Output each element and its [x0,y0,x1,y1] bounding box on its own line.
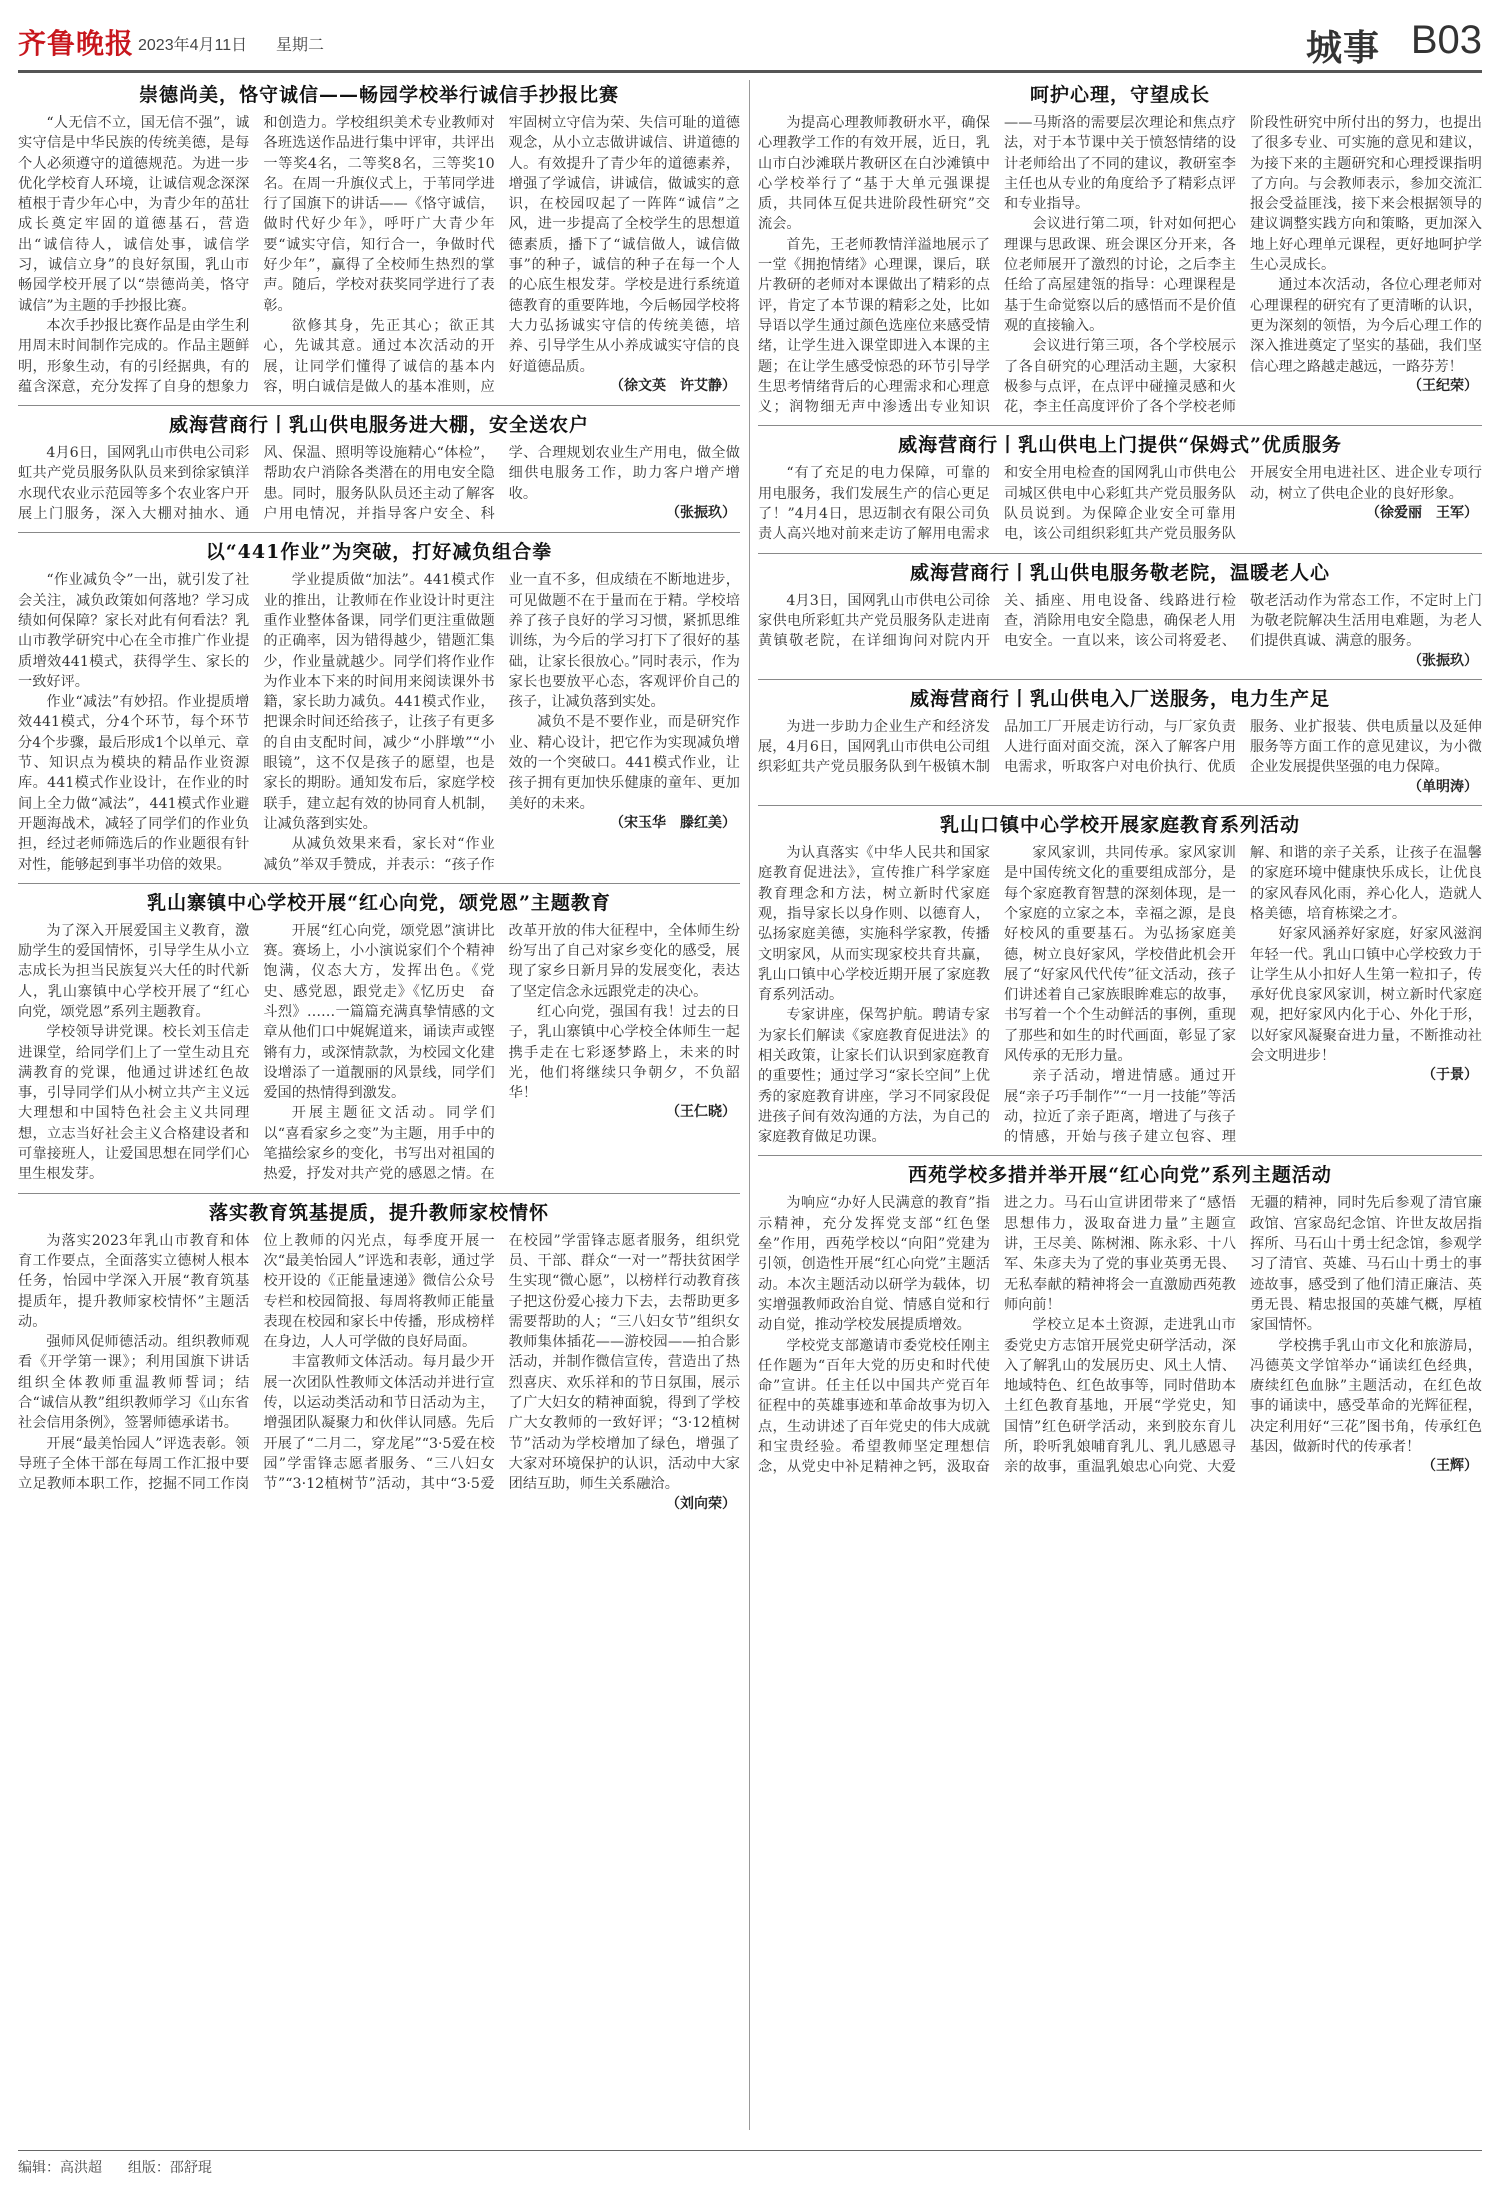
issue-date: 2023年4月11日 [138,37,248,54]
article-separator [758,679,1482,680]
article-headline: 以“441作业”为突破，打好减负组合拳 [205,541,553,564]
article-byline: （单明涛） [1408,778,1478,795]
article-body [18,921,740,1185]
article [758,1155,1482,1477]
article-separator [18,883,740,884]
article [18,883,740,1185]
article [758,679,1482,797]
article-paragraph: 减负不是不要作业，而是研究作业、精心设计，把它作为实现减负增效的一个突破口。441模式作业，让孩子拥有更加快乐健康的童年、更加美好的未来。 [508,714,740,812]
article-body [18,1231,740,1514]
article-byline: （徐文英 许艾静） [609,377,736,394]
article-headline: 乳山口镇中心学校开展家庭教育系列活动 [939,814,1300,837]
article-paragraph: 家风家训，共同传承。家风家训是中国传统文化的重要组成部分，是每个家庭教育智慧的深刻体现，是一个家庭的立家之本，幸福之源，是良好校风的重要基石。为弘扬家庭美德，树立良好家风，学校借此机会开展了“好家风代代传”征文活动，孩子们讲述着自己家族眼眸难忘的故事，书写着一个个生动鲜活的事例，重现了那些和如生的时代画面，彰显了家风传承的无形力量。 [1004,845,1236,1064]
issue-weekday: 星期二 [276,37,325,54]
article-paragraph: 学校立足本土资源，走进乳山市委党史方志馆开展党史研学活动，深入了解乳山的发展历史、风土人情、地域特色、红色故事等，同时借助本土红色教育基地，开展“学党史，知国情”红色研学活动，来到胶东育儿所，聆听乳娘哺育乳儿、乳儿感恩寻亲的故事，重温乳娘忠心向党、大爱无疆的精神，同时先后参观了清官廉政馆、宫家岛纪念馆、许世友故居指挥所、马石山十勇士纪念馆，参观学习了清官、英雄、马石山十勇士的事迹故事，感受到了他们清正廉洁、英勇无畏、精忠报国的英雄气概，厚植家国情怀。 [1004,1195,1482,1476]
newspaper-logo: 齐鲁晚报 [18,27,135,60]
article [18,1193,740,1514]
article [18,405,740,524]
article-headline: 乳山寨镇中心学校开展“红心向党，颂党恩”主题教育 [147,891,611,914]
article-paragraph: 4月6日，国网乳山市供电公司彩虹共产党员服务队队员来到徐家镇洋水现代农业示范园等多个农业客户开展上门服务，深入大棚对抽水、通风、保温、照明等设施精心“体检”，帮助农户消除各类潜在的用电安全隐患。同时，服务队队员还主动了解客户用电情况，并指导客户安全、科学、合理规划农业生产用电，做全做细供电服务工作，助力客户增产增收。 [18,445,740,523]
article-paragraph: 学业提质做“加法”。441模式作业的推出，让教师在作业设计时更注重作业整体备课，同学们更注重做题的正确率，因为错得越少，错题汇集少，作业量就越少。同学们将作业作为作业本下来的时间用来阅读课外书籍，家长助力减负。441模式作业，把课余时间还给孩子，让孩子有更多的自由支配时间，减少“小胖墩”“小眼镜”，这不仅是孩子的愿望，也是家长的期盼。通知发布后，家庭学校联手，建立起有效的协同育人机制，让减负落到实处。 [263,572,495,832]
article-paragraph: “人无信不立，国无信不强”，诚实守信是中华民族的传统美德，是每个人必须遵守的道德规范。为进一步优化学校育人环境，让诚信观念深深植根于青少年心中，为青少年的茁壮成长奠定牢固的道德基石，营造出“诚信待人，诚信处事，诚信学习，诚信立身”的良好氛围，乳山市畅园学校开展了以“崇德尚美，恪守诚信”为主题的手抄报比赛。 [18,115,250,314]
article [18,532,740,874]
article-separator [758,1155,1482,1156]
article-separator [758,425,1482,426]
article [758,805,1482,1147]
article-paragraph: 开展“红心向党，颂党恩”演讲比赛。赛场上，小小演说家们个个精神饱满，仪态大方，发挥出色。《党史、感党恩，跟党走》《忆历史 奋斗烈》……一篇篇充满真挚情感的文章从他们口中娓娓道来，诵读声或铿锵有力，或深情款款，为校园文化建设增添了一道靓丽的风景线，同学们爱国的热情得到激发。 [263,922,495,1102]
article-paragraph: 学校携手乳山市文化和旅游局，冯德英文学馆举办“诵读红色经典，赓续红色血脉”主题活动，在红色故事的诵读中，感受革命的光辉征程，决定利用好“三花”图书角，传承红色基因，做新时代的传承者！ [1250,1337,1482,1456]
article-headline: 崇德尚美，恪守诚信——畅园学校举行诚信手抄报比赛 [138,84,619,106]
article [758,553,1482,671]
page-number: B03 [1410,18,1482,62]
article-separator [18,405,740,406]
article-body [758,591,1482,671]
article-headline: 威海营商行丨乳山供电入厂送服务，电力生产足 [909,687,1330,710]
article-byline: （于景） [1422,1067,1478,1084]
article-paragraph: 好家风涵养好家庭，好家风滋润年轻一代。乳山口镇中心学校致力于让学生从小扣好人生第一粒扣子，传承好优良家风家训，树立新时代家庭观，把好家风内化于心、外化于形，以好家风凝聚奋进力量，不断推动社会文明进步！ [1250,926,1482,1064]
article-paragraph: 为认真落实《中华人民共和国家庭教育促进法》，宣传推广科学家庭教育理念和方法，树立新时代家庭观，指导家长以身作则、以德育人，弘扬家庭美德，实施科学家教，传播文明家风，从而实现家校共育共赢，乳山口镇中心学校近期开展了家庭教育系列活动。 [758,845,990,1004]
article-separator [758,805,1482,806]
article-byline: （王纪荣） [1408,377,1478,394]
article-paragraph: 从减负效果来看，家长对“作业减负”举双手赞成，并表示：“孩子作业一直不多，但成绩在不断地进步，可见做题不在于量而在于精。学校培养了孩子良好的学习习惯，紧抓思维训练，为今后的学习打下了很好的基础，让家长很放心。”同时表示，作为家长也要放平心态，客观评价自己的孩子，让减负落到实处。 [263,572,740,873]
article-paragraph: 作业“减法”有妙招。作业提质增效441模式，分4个环节，每个环节分4个步骤，最后形成1个以单元、章节、知识点为模块的精品作业资源库。441模式作业设计，在作业的时间上全力做“减法”，441模式作业避开题海战术，减轻了同学们的作业负担，经过老师筛选后的作业题很有针对性，能够起到事半功倍的效果。 [18,694,250,873]
article-body [758,463,1482,544]
article-paragraph: 4月3日，国网乳山市供电公司徐家供电所彩虹共产党员服务队走进南黄镇敬老院，在详细询问对院内开关、插座、用电设备、线路进行检查，消除用电安全隐患，确保老人用电安全。一直以来，该公司将爱老、敬老活动作为常态工作，不定时上门为敬老院解决生活用电难题，为老人们提供真诚、满意的服务。 [758,592,1482,650]
article [758,425,1482,544]
left-column [18,78,740,2138]
article-body [18,570,740,874]
article-headline: 威海营商行丨乳山供电服务敬老院，温暖老人心 [909,561,1330,584]
article-byline: （徐爱丽 王军） [1366,505,1478,522]
article-paragraph: 丰富教师文体活动。每月最少开展一次团队性教师文体活动并进行宣传，以运动类活动和节日活动为主，增强团队凝聚力和伙伴认同感。先后开展了“二月二，穿龙尾”“3·5爱在校园”学雷锋志愿者服务、“三八妇女节”“3·12植树节”活动，其中“3·5爱在校园”学雷锋志愿者服务，组织党员、干部、群众“一对一”帮扶贫困学生实现“微心愿”，以榜样行动教育孩子把这份爱心接力下去，去帮助更多需要帮助的人；“三八妇女节”组织女教师集体插花——游校园——拍合影活动，并制作微信宣传，营造出了热烈喜庆、欢乐祥和的节日氛围，展示了广大妇女的精神面貌，得到了学校广大女教师的一致好评；“3·12植树节”活动为学校增加了绿色，增强了大家对环境保护的认识，活动中大家团结互助，师生关系融洽。 [263,1232,740,1493]
article-paragraph: 红心向党，强国有我！过去的日子，乳山寨镇中心学校全体师生一起携手走在七彩逐梦路上，未来的时光，他们将继续只争朝夕，不负韶华！ [508,1003,740,1102]
article-body [758,843,1482,1147]
article [18,82,740,397]
article-paragraph: 开展“最美怡园人”评选表彰。领导班子全体干部在每周工作汇报中要立足教师本职工作，挖掘不同工作岗位上教师的闪光点，每季度开展一次“最美怡园人”评选和表彰，通过学校开设的《正能量速递》微信公众号专栏和校园简报、每周将教师正能量表现在校园和家长中传播，形成榜样在身边，人人可学做的良好局面。 [18,1232,495,1493]
article-body [758,1193,1482,1477]
article-paragraph: 亲子活动，增进情感。通过开展“亲子巧手制作”“一月一技能”等活动，拉近了亲子距离，增进了与孩子的情感，开始与孩子建立包容、理解、和谐的亲子关系，让孩子在温馨的家庭环境中健康快乐成长，让优良的家风春风化雨，养心化人，造就人格美德，培育栋梁之才。 [1004,845,1482,1146]
column-divider [749,80,750,2130]
article-paragraph: 强师风促师德活动。组织教师观看《开学第一课》；利用国旗下讲话组织全体教师重温教师誓词；结合“诚信从教”组织教师学习《山东省社会信用条例》，签署师德承诺书。 [18,1334,250,1432]
article-body [758,113,1482,417]
article-paragraph: 开展主题征文活动。同学们以“喜看家乡之变”为主题，用手中的笔描绘家乡的变化，书写出对祖国的热爱，抒发对共产党的感恩之情。在改革开放的伟大征程中，全体师生纷纷写出了自己对家乡变化的感受，展现了家乡日新月异的发展变化，表达了坚定信念永远跟党走的决心。 [263,922,740,1183]
right-column [758,78,1482,2138]
article-paragraph: 首先，王老师教情洋溢地展示了一堂《拥抱情绪》心理课，课后，联片教研的老师对本课做出了精彩的点评，肯定了本节课的精彩之处，比如导语以学生通过颜色选座位来感受情绪，让学生进入课堂即进入本课的主题；在让学生感受惊恐的环节引导学生思考情绪背后的心理需求和心理意义；润物细无声中渗透出专业知识——马斯洛的需要层次理论和焦点疗法，对于本节课中关于愤怒情绪的设计老师给出了不同的建议，教研室李主任也从专业的角度给予了精彩点评和专业指导。 [758,115,1236,416]
article-byline: （王辉） [1422,1458,1478,1475]
article-paragraph: 会议进行第二项，针对如何把心理课与思政课、班会课区分开来，各位老师展开了激烈的讨论，之后李主任给了高屋建瓴的指导：心理课程是基于生命觉察以后的感悟而不是价值观的直接输入。 [1004,216,1236,334]
article-byline: （张振玖） [1408,652,1478,669]
article-separator [758,553,1482,554]
designer-credit: 组版：邵舒琨 [127,2159,212,2175]
article-separator [18,1193,740,1194]
article-byline: （王仁晓） [665,1104,736,1121]
article-paragraph: 为进一步助力企业生产和经济发展，4月6日，国网乳山市供电公司组织彩虹共产党员服务队到午极镇木制品加工厂开展走访行动，与厂家负责人进行面对面交流，深入了解客户用电需求，听取客户对电价执行、优质服务、业扩报装、供电质量以及延伸服务等方面工作的意见建议，为小微企业发展提供坚强的电力保障。 [758,718,1482,776]
article-headline: 威海营商行丨乳山供电服务进大棚，安全送农户 [168,414,589,437]
editor-credit: 编辑：高洪超 [18,2159,102,2175]
page-footer [18,2150,1482,2177]
article-paragraph: 欲修其身，先正其心；欲正其心，先诚其意。通过本次活动的开展，让同学们懂得了诚信的基本内容，明白诚信是做人的基本准则，应牢固树立守信为荣、失信可耻的道德观念，从小立志做讲诚信、讲道德的人。有效提升了青少年的道德素养，增强了学诚信，讲诚信，做诚实的意识，在校园叹起了一阵阵“诚信”之风，进一步提高了全校学生的思想道德素质，播下了“诚信做人，诚信做事”的种子，诚信的种子在每一个人的心底生根发芽。学校是进行系统道德教育的重要阵地，今后畅园学校将大力弘扬诚实守信的传统美德，培养、引导学生从小养成诚实守信的良好道德品质。 [263,115,740,395]
article-separator [18,532,740,533]
article [758,82,1482,417]
article-paragraph: 本次手抄报比赛作品是由学生利用周末时间制作完成的。作品主题鲜明，形象生动，有的引经据典，有的蕴含深意，充分发挥了自身的想象力和创造力。学校组织美术专业教师对各班选送作品进行集中评审，共评出一等奖4名，二等奖8名，三等奖10名。在周一升旗仪式上，于苇同学进行了国旗下的讲话——《恪守诚信，做时代好少年》，呼吁广大青少年要“诚实守信，知行合一，争做时代好少年”，赢得了全校师生热烈的掌声。随后，学校对获奖同学进行了表彰。 [18,115,495,395]
article-paragraph: 学校党支部邀请市委党校任刚主任作题为“百年大党的历史和时代使命”宣讲。任主任以中国共产党百年征程中的英雄事迹和革命故事为切入点，生动讲述了百年党史的伟大成就和宝贵经验。希望教师坚定理想信念，从党史中补足精神之钙，汲取奋进之力。马石山宣讲团带来了“感悟思想伟力，汲取奋进力量”主题宣讲，王尽美、陈树湘、陈永彩、十八军、朱彦夫为了党的事业英勇无畏、无私奉献的精神将会一直激励西苑教师向前！ [758,1195,1236,1476]
article-paragraph: 学校领导讲党课。校长刘玉信走进课堂，给同学们上了一堂生动且充满教育的党课，他通过讲述红色故事，引导同学们从小树立共产主义远大理想和中国特色社会主义共同理想，立志当好社会主义合格建设者和可靠接班人，让爱国思想在同学们心里生根发芽。 [18,1024,250,1183]
article-byline: （张振玖） [665,505,736,522]
article-body [18,443,740,524]
article-headline: 呵护心理，守望成长 [1029,84,1210,106]
article-paragraph: 专家讲座，保驾护航。聘请专家为家长们解读《家庭教育促进法》的相关政策，让家长们认识到家庭教育的重要性；通过学习“家长空间”上优秀的家庭教育讲座，学习不同家段促进孩子间有效沟通的方法，为自己的家庭教育做足功课。 [758,1007,990,1146]
article-byline: （宋玉华 滕红美） [609,814,736,831]
article-body [758,717,1482,797]
article-paragraph: 为了深入开展爱国主义教育，激励学生的爱国情怀，引导学生从小立志成长为担当民族复兴大任的时代新人，乳山寨镇中心学校开展了“红心向党，颂党恩”系列主题教育。 [18,922,250,1020]
article-paragraph: “作业减负令”一出，就引发了社会关注，减负政策如何落地？学习成绩如何保障？家长对此有何看法？乳山市教学研究中心在全市推广作业提质增效441模式，获得学生、家长的一致好评。 [18,572,250,690]
article-headline: 西苑学校多措并举开展“红心向党”系列主题活动 [908,1164,1332,1187]
article-paragraph: 为落实2023年乳山市教育和体育工作要点，全面落实立德树人根本任务，怡园中学深入开展“教育筑基提质年，提升教师家校情怀”主题活动。 [18,1232,250,1330]
article-body [18,113,740,397]
article-paragraph: “有了充足的电力保障，可靠的用电服务，我们发展生产的信心更足了！”4月4日，思迈制衣有限公司负责人高兴地对前来走访了解用电需求和安全用电检查的国网乳山市供电公司城区供电中心彩虹共产党员服务队队员说到。为保障企业安全可靠用电，该公司组织彩虹共产党员服务队开展安全用电进社区、进企业专项行动，树立了供电企业的良好形象。 [758,465,1482,543]
section-title: 城事 [1305,27,1380,69]
masthead [18,8,1482,73]
article-headline: 威海营商行丨乳山供电上门提供“保姆式”优质服务 [898,434,1342,457]
article-paragraph: 通过本次活动，各位心理老师对心理课程的研究有了更清晰的认识，更为深刻的领悟，为今后心理工作的深入推进奠定了坚实的基础，我们坚信心理之路越走越远，一路芬芳！ [1250,277,1482,375]
article-headline: 落实教育筑基提质，提升教师家校情怀 [208,1201,549,1224]
article-paragraph: 为提高心理教师教研水平，确保心理教学工作的有效开展，近日，乳山市白沙滩联片教研区在白沙滩镇中心学校举行了“基于大单元强课提质，共同体互促共进阶段性研究”交流会。 [758,115,990,233]
article-paragraph: 为响应“办好人民满意的教育”指示精神，充分发挥党支部“红色堡垒”作用，西苑学校以“向阳”党建为引领，创造性开展“红心向党”主题活动。本次主题活动以研学为载体，切实增强教师政治自觉、情感自觉和行动自觉，推动学校发展提质增效。 [758,1195,990,1334]
article-byline: （刘向荣） [665,1495,736,1512]
article-paragraph: 会议进行第三项，各个学校展示了各自研究的心理活动主题，大家积极参与点评，在点评中碰撞灵感和火花，李主任高度评价了各个学校老师阶段性研究中所付出的努力，也提出了很多专业、可实施的意见和建议，为接下来的主题研究和心理授课指明了方向。与会教师表示，参加交流汇报会受益匪浅，接下来会根据领导的建议调整实践方向和策略，更加深入地上好心理单元课程，更好地呵护学生心灵成长。 [1004,115,1482,416]
